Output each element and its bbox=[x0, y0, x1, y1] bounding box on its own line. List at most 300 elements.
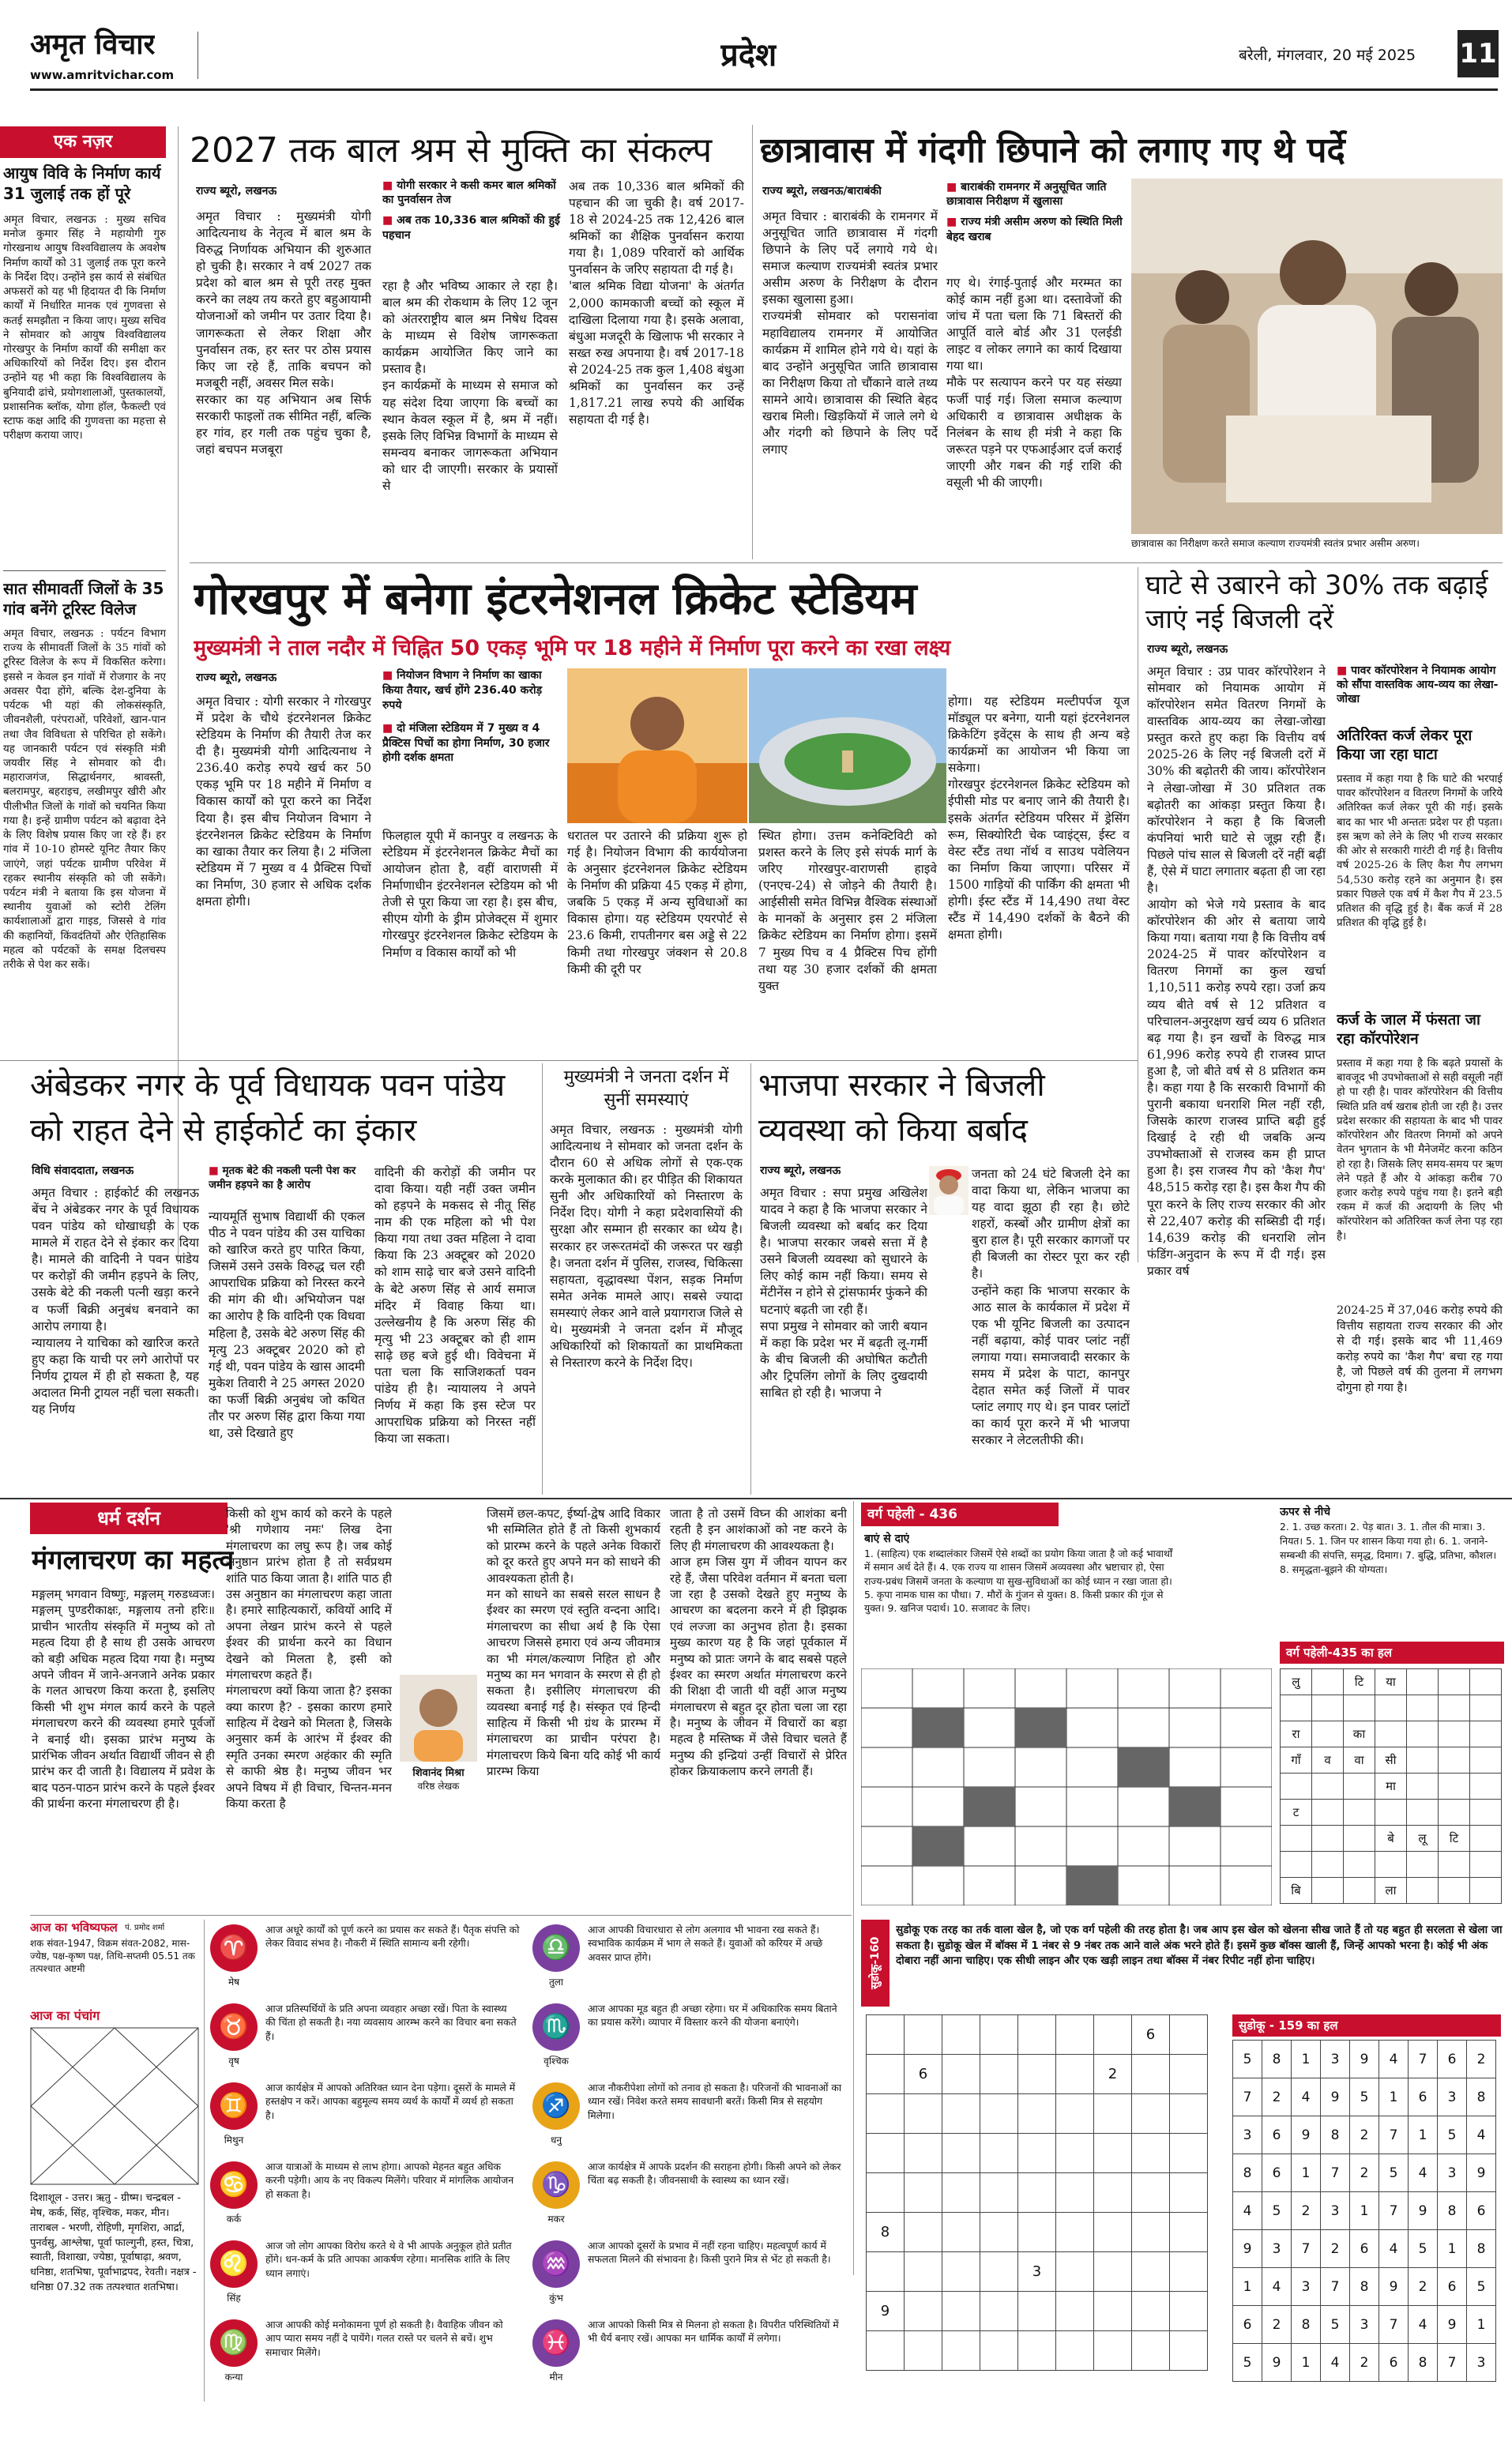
sudoku-cell bbox=[905, 2213, 942, 2252]
sudoku-cell bbox=[1094, 2292, 1132, 2331]
sudoku-solution-cell: 2 bbox=[1262, 2078, 1292, 2116]
rashi-name: मीन bbox=[549, 2372, 563, 2383]
crossword-cell bbox=[1439, 1695, 1470, 1721]
sudoku-solution-cell: 7 bbox=[1409, 2041, 1438, 2078]
rashi-text: आज नौकरीपेशा लोगों को तनाव हो सकता है। परिजनों की भावनाओं का ध्यान रखें। निवेश करते समय सावधानी बरतें। किसी मित्र से सहयोग मिलेगा। bbox=[588, 2082, 842, 2121]
crossword-cell bbox=[1344, 1695, 1375, 1721]
sudoku-cell bbox=[980, 2173, 1018, 2213]
sudoku-solution-cell: 3 bbox=[1233, 2116, 1262, 2154]
story1-bullet: ■ अब तक 10,336 बाल श्रमिकों की हुई पहचान bbox=[382, 213, 562, 242]
rashi-text: आज आपको दूसरों के प्रभाव में नहीं रहना चाहिए। महत्वपूर्ण कार्य में सफलता मिलने की संभावना है। किसी पुराने मित्र से भेंट हो सकती है। bbox=[588, 2240, 831, 2266]
rashi-text: आज जो लोग आपका विरोध करते थे वे भी आपके अनुकूल होते प्रतीत होंगे। धन-कर्म के प्रति आपका आकर्षण रहेगा। मानसिक शांति के लिए ध्यान लगाएं। bbox=[265, 2240, 512, 2279]
sudoku-solution-cell: 9 bbox=[1409, 2192, 1438, 2230]
sudoku-cell bbox=[1094, 2213, 1132, 2252]
sudoku-cell bbox=[1056, 2134, 1094, 2173]
puzzle-prev-title: वर्ग पहेली-435 का हल bbox=[1280, 1642, 1504, 1664]
sudoku-solution-cell: 4 bbox=[1379, 2230, 1409, 2268]
sudoku-label: सुडोकू-160 bbox=[861, 1920, 890, 2007]
sudoku-solution-grid bbox=[1232, 2040, 1496, 2382]
puzzle bbox=[861, 1503, 1509, 1913]
sudoku-cell bbox=[980, 2331, 1018, 2371]
kundli-chart bbox=[30, 2027, 199, 2185]
crossword-cell bbox=[1439, 1878, 1470, 1904]
sudoku-cell bbox=[905, 2094, 942, 2134]
sudoku-solution-cell: 8 bbox=[1321, 2116, 1350, 2154]
rashi-mithun-icon: ♊ bbox=[210, 2082, 258, 2130]
akhilesh-photo-illustration bbox=[929, 1166, 969, 1215]
sudoku-cell-row bbox=[867, 2292, 1208, 2331]
crossword-cell bbox=[1312, 1695, 1344, 1721]
rashi-item bbox=[529, 1920, 845, 1999]
crossword-cell bbox=[1344, 1852, 1375, 1878]
sudoku-cell bbox=[980, 2292, 1018, 2331]
sudoku-solution-cell: 3 bbox=[1438, 2154, 1467, 2192]
sudoku-cell bbox=[1132, 2213, 1170, 2252]
sudoku-solution-title: सुडोकू - 159 का हल bbox=[1232, 2014, 1501, 2037]
rashi-text: आज आपकी विचारधारा से लोग अलगाव भी भावना रख सकते हैं। स्वभाविक कार्यक्रम में भाग ले सकते हैं। युवाओं को करियर में अच्छे अवसर प्राप्त होंगे। bbox=[588, 1924, 823, 1963]
panchang-info: शक संवत-1947, विक्रम संवत-2082, मास-ज्येष्ठ, पक्ष-कृष्ण पक्ष, तिथि-सप्तमी 05.51 तक तत्पश्चात अष्टमी bbox=[30, 1938, 195, 1975]
sudoku-cell bbox=[1170, 2292, 1208, 2331]
crossword-cell bbox=[1407, 1669, 1439, 1695]
story6-headline: मुख्यमंत्री ने जनता दर्शन में सुनीं समस्याएं bbox=[563, 1067, 729, 1110]
sudoku-cell bbox=[867, 2252, 905, 2292]
sudoku-solution-cell: 5 bbox=[1321, 2306, 1350, 2344]
sudoku-solution-cell: 8 bbox=[1409, 2344, 1438, 2382]
sudoku-cell bbox=[1094, 2015, 1132, 2055]
crossword-cell: ला bbox=[1375, 1878, 1407, 1904]
paper-name: अमृत विचार bbox=[30, 28, 156, 61]
sudoku-cell bbox=[980, 2055, 1018, 2094]
crossword-cell bbox=[1470, 1695, 1502, 1721]
sudoku-cell: 3 bbox=[1018, 2252, 1056, 2292]
sudoku-solution-cell: 4 bbox=[1292, 2078, 1321, 2116]
sudoku-cell bbox=[942, 2213, 980, 2252]
crossword-cell bbox=[1470, 1747, 1502, 1774]
sudoku-cell bbox=[1170, 2134, 1208, 2173]
rashi-singh-icon: ♌ bbox=[210, 2240, 258, 2288]
rashi-item bbox=[529, 1999, 845, 2078]
sudoku-cell bbox=[1094, 2094, 1132, 2134]
section-rule bbox=[30, 1915, 852, 1916]
story3-photo-stadium bbox=[749, 668, 946, 823]
puzzle-across-title: बाएं से दाएं bbox=[864, 1533, 910, 1545]
crossword-cell: रा bbox=[1281, 1721, 1312, 1747]
rashi-item bbox=[207, 2078, 523, 2157]
sudoku-cell-row bbox=[867, 2331, 1208, 2371]
sudoku-solution-cell-row bbox=[1233, 2306, 1496, 2344]
masthead-rule bbox=[30, 88, 1498, 91]
sudoku-cell bbox=[942, 2015, 980, 2055]
dharm-author-role: वरिष्ठ लेखक bbox=[417, 1781, 460, 1792]
crossword-cell: बि bbox=[1281, 1878, 1312, 1904]
crossword-cell bbox=[1439, 1852, 1470, 1878]
story2-bullets bbox=[946, 180, 1136, 267]
sudoku-cell bbox=[942, 2094, 980, 2134]
sudoku-solution-cell: 6 bbox=[1467, 2192, 1496, 2230]
story1-col1: अमृत विचार : मुख्यमंत्री योगी आदित्यनाथ के नेतृत्व में बाल श्रम के विरुद्ध निर्णायक अभियान की शुरुआत हो चुकी है। सरकार ने वर्ष 2027 तक प्रदेश को बाल श्रम से पूरी तरह मुक्त करने का लक्ष्य तय करते हुए बहुआयामी योजनाओं को जमीन पर उतार दिया है। जागरूकता से लेकर शिक्षा और पुनर्वासन तक, हर स्तर पर ठोस प्रयास किए जा रहे हैं, ताकि बचपन को मजबूरी नहीं, अवसर मिल सके। सरकार का यह अभियान अब सिर्फ सरकारी फाइलों तक सीमित नहीं, बल्कि हर गांव, हर गली तक पहुंच चुका है, जहां बचपन मजबूरा bbox=[196, 209, 371, 457]
sudoku-cell-row bbox=[867, 2173, 1208, 2213]
crossword-grid bbox=[861, 1668, 1272, 1905]
sudoku-solution-cell: 5 bbox=[1438, 2116, 1467, 2154]
puzzle-title: वर्ग पहेली - 436 bbox=[861, 1503, 1059, 1526]
section-rule bbox=[0, 1060, 1138, 1061]
story5-headline: अंबेडकर नगर के पूर्व विधायक पवन पांडेय को राहत देने से हाईकोर्ट का इंकार bbox=[30, 1067, 506, 1149]
sudoku-solution-cell-row bbox=[1233, 2116, 1496, 2154]
sudoku-solution-cell: 4 bbox=[1379, 2041, 1409, 2078]
dharm-label: धर्म दर्शन bbox=[30, 1503, 228, 1534]
sudoku-solution-cell: 8 bbox=[1350, 2268, 1379, 2306]
rashi-makar-icon: ♑ bbox=[532, 2161, 580, 2209]
story2-byline: राज्य ब्यूरो, लखनऊ/बाराबंकी bbox=[762, 185, 882, 197]
paper-url: www.amritvichar.com bbox=[30, 68, 175, 82]
crossword-cell bbox=[1344, 1826, 1375, 1852]
rashi-kark-icon: ♋ bbox=[210, 2161, 258, 2209]
crossword-cell: गाँ bbox=[1281, 1747, 1312, 1774]
sudoku-solution-cell: 8 bbox=[1467, 2230, 1496, 2268]
rashi-dhanu-icon: ♐ bbox=[532, 2082, 580, 2130]
crossword-cell bbox=[1470, 1774, 1502, 1800]
crossword-cell bbox=[1470, 1669, 1502, 1695]
rashi-text: आज आपकी कोई मनोकामना पूर्ण हो सकती है। वैवाहिक जीवन को आप प्यारा समय नहीं दे पायेंगे। गलत रास्ते पर चलने से बचें। शुभ समाचार मिलेंगे। bbox=[265, 2319, 503, 2358]
kundli-diagram bbox=[30, 2027, 199, 2185]
sudoku-cell bbox=[942, 2173, 980, 2213]
story1-bullet: ■ योगी सरकार ने कसी कमर बाल श्रमिकों का पुनर्वासन तेज bbox=[382, 179, 562, 207]
sudoku-cell bbox=[1170, 2015, 1208, 2055]
rashi-kanya-icon: ♍ bbox=[210, 2319, 258, 2367]
sudoku-cell bbox=[942, 2055, 980, 2094]
story5-col2: न्यायमूर्ति सुभाष विद्यार्थी की एकल पीठ ने पवन पांडेय की उस याचिका को खारिज करते हुए पारित किया, जिसमें उसने उसके विरुद्ध चल रही आपराधिक प्रक्रिया को निरस्त करने की मांग की थी। अभियोजन पक्ष का आरोप है कि वादिनी एक विधवा महिला है, उसके बेटे अरुण सिंह की मृत्यु 23 अक्टूबर 2020 को हो गई थी, पवन पांडेय के खास आदमी मुकेश तिवारी ने 25 अगस्त 2020 का फर्जी बिक्री अनुबंध जो कथित तौर पर अरुण सिंह द्वारा किया गया था, उसे दिखाते हुए bbox=[209, 1209, 365, 1441]
story2-bullet: ■ राज्य मंत्री असीम अरुण को स्थिति मिली बेहद खराब bbox=[946, 215, 1136, 243]
sudoku-cell bbox=[1094, 2134, 1132, 2173]
story1-bullets bbox=[382, 179, 562, 273]
column-rule bbox=[542, 1063, 543, 1495]
story2-caption: छात्रावास का निरीक्षण करते समाज कल्याण राज्यमंत्री स्वतंत्र प्रभार असीम अरुण। bbox=[1131, 537, 1420, 549]
sudoku-solution-cell: 4 bbox=[1233, 2192, 1262, 2230]
sudoku-puzzle-grid bbox=[866, 2014, 1208, 2371]
story3-bullet: ■ नियोजन विभाग ने निर्माण का खाका किया तैयार, खर्च होंगे 236.40 करोड़ रुपये bbox=[382, 668, 564, 713]
story1-col3: अब तक 10,336 बाल श्रमिकों की पहचान की जा चुकी है। वर्ष 2017-18 से 2024-25 तक 12,426 बाल श्रमिकों का शैक्षिक पुनर्वासन कराया गया है। 1,089 परिवारों को आर्थिक पुनर्वासन के जरिए सहायता दी गई है। 'बाल श्रमिक विद्या योजना' के अंतर्गत 2,000 कामकाजी बच्चों को स्कूल में दाखिला दिलाया गया है। इसके अलावा, बंधुआ मजदूरी के खिलाफ भी सरकार ने सख्त रुख अपनाया है। वर्ष 2017-18 से 2024-25 तक कुल 1,408 बंधुआ श्रमिकों का पुनर्वासन कर उन्हें 1,817.21 लाख रुपये की आर्थिक सहायता दी गई है। bbox=[569, 179, 744, 427]
sudoku-solution-cell: 7 bbox=[1233, 2078, 1262, 2116]
sudoku-cell bbox=[1056, 2213, 1094, 2252]
sudoku-solution-cell: 7 bbox=[1379, 2306, 1409, 2344]
sudoku-solution-cell: 5 bbox=[1350, 2078, 1379, 2116]
crossword-cell bbox=[1375, 1852, 1407, 1878]
puzzle-grid bbox=[861, 1668, 1272, 1905]
sudoku-solution-cell: 9 bbox=[1379, 2268, 1409, 2306]
crossword-cell bbox=[1344, 1878, 1375, 1904]
rashi-name: मिथुन bbox=[224, 2135, 244, 2146]
sudoku-solution-cell: 1 bbox=[1350, 2192, 1379, 2230]
story2-col2: गए थे। रंगाई-पुताई और मरम्मत का कोई काम नहीं हुआ था। दस्तावेजों की जांच में पता चला कि 71 बिस्तरों की आपूर्ति वाले बोर्ड और 31 एलईडी लाइट व लोकर लगाने का कार्य दिखाया गया था। मौके पर सत्यापन करने पर यह संख्या फर्जी पाई गई। जिला समाज कल्याण अधिकारी व छात्रावास अधीक्षक के निलंबन के साथ ही मंत्री ने कहा कि जरूरत पड़ने पर एफआईआर दर्ज कराई जाएगी और गबन की गई राशि की वसूली भी की जाएगी। bbox=[946, 276, 1122, 490]
panchang bbox=[30, 1920, 201, 2402]
sudoku-solution-cell: 8 bbox=[1233, 2154, 1262, 2192]
rashi-name: कर्क bbox=[226, 2214, 242, 2225]
rashi-item bbox=[207, 2315, 523, 2394]
sudoku-solution-cell: 9 bbox=[1321, 2078, 1350, 2116]
rashi-meen-icon: ♓ bbox=[532, 2319, 580, 2367]
sudoku-cell bbox=[1094, 2331, 1132, 2371]
story4-bullet: ■ पावर कॉरपोरेशन ने नियामक आयोग को सौंपा वास्तविक आय-व्यय का लेखा-जोखा bbox=[1337, 664, 1503, 707]
crossword-cell bbox=[1281, 1774, 1312, 1800]
masthead bbox=[0, 0, 1512, 101]
sudoku-solution-cell: 9 bbox=[1262, 2344, 1292, 2382]
crossword-cell bbox=[1281, 1695, 1312, 1721]
header-divider-left bbox=[197, 32, 198, 79]
page-number: 11 bbox=[1457, 30, 1499, 77]
story5-bullet: ■ मृतक बेटे की नकली पत्नी पेश कर जमीन हड़पने का है आरोप bbox=[209, 1164, 367, 1192]
story3-col2: फिलहाल यूपी में कानपुर व लखनऊ के स्टेडियम में इंटरनेशनल क्रिकेट मैचों का आयोजन होता है, वहीं वाराणसी में निर्माणाधीन इंटरनेशनल स्टेडियम को भी तेजी से पूरा किया जा रहा है। इस बीच, सीएम योगी के ड्रीम प्रोजेक्ट्स में शुमार गोरखपुर इंटरनेशनल क्रिकेट स्टेडियम के निर्माण व विकास कार्यों को भी bbox=[382, 829, 558, 960]
crossword-cell bbox=[1407, 1747, 1439, 1774]
crossword-cell bbox=[1439, 1669, 1470, 1695]
story3-col3: धरातल पर उतारने की प्रक्रिया शुरू हो गई है। नियोजन विभाग की कार्ययोजना के अनुसार इंटरनेशनल क्रिकेट स्टेडियम के निर्माण की प्रक्रिया 45 एकड़ में होगा, जबकि 5 एकड़ में अन्य सुविधाओं का विकास होगा। यह स्टेडियम एयरपोर्ट से 23.6 किमी, रापतीनगर बस अड्डे से 22 किमी तथा गोरखपुर जंक्शन से 20.8 किमी की दूरी पर bbox=[567, 829, 747, 976]
crossword-cell: लू bbox=[1407, 1826, 1439, 1852]
column-rule bbox=[750, 1063, 751, 1495]
rashi-name: मकर bbox=[547, 2214, 565, 2225]
crossword-cell bbox=[1312, 1878, 1344, 1904]
crossword-cell: टि bbox=[1344, 1669, 1375, 1695]
sudoku-solution-cell-row bbox=[1233, 2041, 1496, 2078]
crossword-cell: या bbox=[1375, 1669, 1407, 1695]
crossword-cell bbox=[1470, 1852, 1502, 1878]
sudoku-cell bbox=[867, 2055, 905, 2094]
rashi-text: आज प्रतिस्पर्धियों के प्रति अपना व्यवहार अच्छा रखें। पिता के स्वास्थ्य की चिंता हो सकती है। नया व्यवसाय आरम्भ करने का विचार बना सकते हैं। bbox=[265, 2003, 517, 2042]
story1-headline: 2027 तक बाल श्रम से मुक्ति का संकल्प bbox=[190, 130, 713, 171]
sudoku-cell bbox=[1056, 2015, 1094, 2055]
rashi-name: कन्या bbox=[224, 2372, 243, 2383]
story2-headline: छात्रावास में गंदगी छिपाने को लगाए गए थे पर्दे bbox=[760, 130, 1345, 171]
story3-bullet: ■ दो मंजिला स्टेडियम में 7 मुख्य व 4 प्रैक्टिस पिचों का होगा निर्माण, 30 हजार होगी दर्शक क्षमता bbox=[382, 721, 564, 766]
sudoku-solution-cell: 6 bbox=[1262, 2116, 1292, 2154]
sudoku-solution-cell: 6 bbox=[1262, 2154, 1292, 2192]
sudoku-cell bbox=[1018, 2055, 1056, 2094]
sudoku-cell-row bbox=[867, 2252, 1208, 2292]
sudoku-solution-cell: 3 bbox=[1438, 2078, 1467, 2116]
sudoku-solution-cell-row bbox=[1233, 2344, 1496, 2382]
sudoku-solution-cell: 3 bbox=[1467, 2344, 1496, 2382]
sudoku-cell bbox=[867, 2094, 905, 2134]
sudoku-solution-cell: 1 bbox=[1233, 2268, 1262, 2306]
sudoku-solution-cell-row bbox=[1233, 2078, 1496, 2116]
sudoku-solution-cell-row bbox=[1233, 2230, 1496, 2268]
sudoku-solution-cell: 4 bbox=[1409, 2306, 1438, 2344]
sudoku-cell: 6 bbox=[905, 2055, 942, 2094]
sudoku-cell bbox=[1056, 2292, 1094, 2331]
story4-col1: अमृत विचार : उप्र पावर कॉरपोरेशन ने सोमवार को नियामक आयोग में कॉरपोरेशन समेत वितरण निगमों के वास्तविक आय-व्यय का लेखा-जोखा प्रस्तुत करते हुए कहा कि वित्तीय वर्ष 2025-26 के लिए नई बिजली दरों में 30% की बढ़ोतरी की जाय। कॉरपोरेशन ने लेखा-जोखा में 30 प्रतिशत तक बढ़ोतरी का आंकड़ा प्रस्तुत किया है। कॉरपोरेशन ने कहा है कि बिजली कंपनियां भारी घाटे से जूझ रही हैं। पिछले पांच साल से बिजली दरें नहीं बढ़ीं हैं, ऐसे में घाटा लगातार बढ़ता ही जा रहा है। आयोग को भेजे गये प्रस्ताव के बाद कॉरपोरेशन की ओर से बताया जाये किया गया। बताया गया है कि वित्तीय वर्ष 2024-25 में पावर कॉरपोरेशन व वितरण निगमों का कुल खर्चा 1,10,511 करोड़ रुपये रहा। उर्जा क्रय व्यय बीते वर्ष से 12 प्रतिशत व परिचालन-अनुरक्षण खर्च व्यय 6 प्रतिशत बढ़ गया है। इन खर्चों के विरुद्ध मात्र 61,996 करोड़ रुपये ही राजस्व प्राप्त हुआ है, जो बीते वर्ष से 8 प्रतिशत कम है। कहा गया है कि सरकारी विभागों की पुरानी बकाया धनराशि मिल नहीं रही, जिसके कारण राजस्व प्राप्ति बढ़ी हुई दिखाई दे रही थी जबकि अन्य उपभोक्ताओं से राजस्व कम ही प्राप्त हुआ है। इस राजस्व गैप को 'कैश गैप' 48,515 करोड़ रहा है। इस कैश गैप की पूरा करने के लिए राज्य सरकार की ओर से 22,407 करोड़ की सब्सिडी दी गई। 14,639 करोड़ की धनराशि लोन फंडिंग-अनुदान के रूप में दी गई। इस प्रकार वर्ष bbox=[1147, 664, 1326, 1278]
crossword-cell bbox=[1375, 1695, 1407, 1721]
sudoku-solution-cell: 9 bbox=[1292, 2116, 1321, 2154]
dharm-headline: मंगलाचरण का महत्व bbox=[32, 1544, 235, 1576]
crossword-cell bbox=[1312, 1800, 1344, 1826]
story4-tail: 2024-25 में 37,046 करोड़ रुपये की वित्तीय सहायता राज्य सरकार की ओर से दी गई। इसके बाद भी 11,469 करोड़ रुपये का 'कैश गैप' बचा रह गया है, जो पिछले वर्ष की तुलना में लगभग दोगुना हो गया है। bbox=[1337, 1304, 1503, 1394]
crossword-cell bbox=[1312, 1826, 1344, 1852]
sudoku-cell bbox=[1056, 2173, 1094, 2213]
story3-col1: अमृत विचार : योगी सरकार ने गोरखपुर में प्रदेश के चौथे इंटरनेशनल क्रिकेट स्टेडियम के निर्माण की तैयारी तेज कर दी है। मुख्यमंत्री योगी आदित्यनाथ ने 236.40 करोड़ रुपये खर्च कर 50 एकड़ भूमि पर 18 महीने में निर्माण व विकास कार्यों को पूरा करने का निर्देश दिया है। इस बीच नियोजन विभाग ने इंटरनेशनल क्रिकेट स्टेडियम के निर्माण का खाका तैयार कर लिया है। 2 मंजिला स्टेडियम में 7 मुख्य व 4 प्रैक्टिस पिचों का निर्माण, 30 हजार से अधिक दर्शक क्षमता होगी। bbox=[196, 694, 371, 908]
sidebar-box-label: एक नज़र bbox=[0, 126, 166, 158]
sudoku-cell bbox=[905, 2331, 942, 2371]
story4-side-title: अतिरिक्त कर्ज लेकर पूरा किया जा रहा घाटा bbox=[1337, 727, 1473, 763]
sudoku-cell bbox=[1170, 2173, 1208, 2213]
crossword-cell bbox=[1407, 1774, 1439, 1800]
sidebar-item-title: सात सीमावर्ती जिलों के 35 गांव बनेंगे टूरिस्ट विलेज bbox=[3, 579, 164, 619]
sudoku-solution-cell: 1 bbox=[1438, 2230, 1467, 2268]
sudoku-solution-cell: 3 bbox=[1292, 2268, 1321, 2306]
sudoku-solution-cell: 9 bbox=[1233, 2230, 1262, 2268]
sudoku-cell bbox=[867, 2015, 905, 2055]
sudoku-solution-cell: 2 bbox=[1262, 2306, 1292, 2344]
puzzle-down: 2. 1. उच्छ करता। 2. पेड़ बात। 3. 1. तौल की मात्रा। 3. नियत। 5. 1. जिन पर शासन किया गया हो। 6. 1. जनाने-सम्बन्धी की संपत्ति, समृद्ध, दिमाग। 7. बुद्धि, प्रतिभा, कौशल। 8. समृद्धता-बूझने की योग्यता। bbox=[1280, 1521, 1497, 1575]
stadium-render-illustration bbox=[749, 668, 946, 823]
puzzle-prev-grid bbox=[1280, 1668, 1502, 1904]
sudoku-cell-row bbox=[867, 2094, 1208, 2134]
rashi-text: आज अधूरे कार्यों को पूर्ण करने का प्रयास कर सकते हैं। पैतृक संपत्ति को लेकर विवाद संभव है। नौकरी में स्थिति सामान्य बनी रहेगी। bbox=[265, 1924, 520, 1950]
story5-col3: वादिनी की करोड़ों की जमीन पर दावा किया। यही नहीं उक्त जमीन को हड़पने के मकसद से नीतू सिंह नाम की एक महिला को भी पेश किया गया तथा उक्त महिला ने दावा किया कि 23 अक्टूबर को 2020 को शाम साढ़े चार बजे उसने वादिनी के बेटे अरुण सिंह से आर्य समाज मंदिर में विवाह किया था। उल्लेखनीय है कि अरुण सिंह की मृत्यु भी 23 अक्टूबर को ही शाम साढ़े छह बजे हुई थी। विवेचना में पता चला कि साजिशकर्ता पवन पांडेय ही है। न्यायालय ने अपने निर्णय में कहा कि इस स्टेज पर आपराधिक प्रक्रिया को निरस्त नहीं किया जा सकता। bbox=[374, 1165, 536, 1446]
story3-byline: राज्य ब्यूरो, लखनऊ bbox=[196, 671, 277, 684]
crossword-cell-row bbox=[1281, 1826, 1502, 1852]
sudoku-cell bbox=[1132, 2134, 1170, 2173]
crossword-cell-row bbox=[1281, 1695, 1502, 1721]
crossword-cell: व bbox=[1312, 1747, 1344, 1774]
sudoku-cell bbox=[905, 2015, 942, 2055]
crossword-cell-row bbox=[1281, 1774, 1502, 1800]
dharm-author-name: शिवानंद मिश्रा bbox=[412, 1767, 465, 1779]
crossword-cell: का bbox=[1344, 1721, 1375, 1747]
crossword-cell-row bbox=[1281, 1721, 1502, 1747]
sidebar-divider bbox=[3, 570, 166, 571]
sudoku-solution-cell: 1 bbox=[1292, 2344, 1321, 2382]
rashi-item bbox=[529, 2315, 845, 2394]
sudoku-cell bbox=[1018, 2292, 1056, 2331]
panchang-astrologer: पं. प्रमोद शर्मा bbox=[125, 1924, 165, 1932]
sudoku-solution-cell: 1 bbox=[1292, 2154, 1321, 2192]
sudoku-solution-cell: 3 bbox=[1321, 2041, 1350, 2078]
sudoku-solution-cell: 8 bbox=[1467, 2078, 1496, 2116]
story5-byline: विधि संवाददाता, लखनऊ bbox=[32, 1164, 134, 1177]
dateline: बरेली, मंगलवार, 20 मई 2025 bbox=[1239, 47, 1416, 64]
story6-body: अमृत विचार, लखनऊ : मुख्यमंत्री योगी आदित्यनाथ ने सोमवार को जनता दर्शन के दौरान 60 से अधिक लोगों से एक-एक करके मुलाकात की। हर पीड़ित की शिकायत सुनी और अधिकारियों को निस्तारण के निर्देश दिए। योगी ने कहा प्रदेशवासियों की सुरक्षा और सम्मान ही सरकार का ध्येय है। सरकार हर जरूरतमंदों की जरूरत पर खड़ी है। जनता दर्शन में पुलिस, राजस्व, चिकित्सा सहायता, वृद्धावस्था पेंशन, सड़क निर्माण समेत अनेक मामले आए। सबसे ज्यादा समस्याएं लेकर आने वाले प्रयागराज जिले से थे। मुख्यमंत्री ने जनता दर्शन में मौजूद अधिकारियों को शिकायतों का प्राथमिकता से निस्तारण करने के निर्देश दिए। bbox=[550, 1123, 743, 1371]
story7-byline: राज्य ब्यूरो, लखनऊ bbox=[760, 1164, 841, 1177]
crossword-cell bbox=[1439, 1800, 1470, 1826]
sudoku-solution-cell: 2 bbox=[1350, 2154, 1379, 2192]
rashifal-grid bbox=[207, 1920, 848, 2402]
sidebar-item-body: अमृत विचार, लखनऊ : मुख्य सचिव मनोज कुमार सिंह ने महायोगी गुरु गोरखनाथ आयुष विश्वविद्यालय के अवशेष निर्माण कार्यों को 31 जुलाई तक पूरा करने के निर्देश दिए। उन्होंने इस कार्य से संबंधित अफसरों को यह भी हिदायत दी कि निर्माण कार्यों में निर्धारित मानक एवं गुणवत्ता से कतई समझौता न किया जाए। मुख्य सचिव ने सोमवार को आयुष विश्वविद्यालय गोरखपुर के निर्माण कार्यों की समीक्षा कर अधिकारियों को निर्देश दिए। इस दौरान उन्होंने यह भी कहा कि विश्वविद्यालय के बुनियादी ढांचे, प्रयोगशालाओं, पुस्तकालयों, प्रशासनिक ब्लॉक, योगा हॉल, फैकल्टी एवं स्टाफ कक्ष आदि की गुणवत्ता का महत्ता से परीक्षण कराया जाए। bbox=[3, 214, 166, 442]
sudoku-solution-cell: 5 bbox=[1379, 2154, 1409, 2192]
story1-byline: राज्य ब्यूरो, लखनऊ bbox=[196, 185, 277, 197]
sudoku-solution-cell: 3 bbox=[1262, 2230, 1292, 2268]
story7-col1: अमृत विचार : सपा प्रमुख अखिलेश यादव ने कहा है कि भाजपा सरकार ने बिजली व्यवस्था को बर्बाद कर दिया है। भाजपा सरकार जबसे सत्ता में है उसने बिजली व्यवस्था को सुधारने के लिए कोई काम नहीं किया। समय से मेंटीनेंस न होने से ट्रांसफार्मर फुंकने की घटनाएं बढ़ती जा रही हैं। सपा प्रमुख ने सोमवार को जारी बयान में कहा कि प्रदेश भर में बढ़ती लू-गर्मी के बीच बिजली की अघोषित कटौती और ट्रिपलिंग लोगों के लिए दुखदायी साबित हो रही है। भाजपा ने bbox=[760, 1186, 927, 1400]
crossword-cell-row bbox=[1281, 1747, 1502, 1774]
sudoku-solution-cell: 6 bbox=[1379, 2344, 1409, 2382]
sudoku-solution-cell: 9 bbox=[1438, 2306, 1467, 2344]
column-rule bbox=[853, 1501, 854, 2275]
sudoku-solution-cell: 7 bbox=[1438, 2344, 1467, 2382]
sudoku-cell: 2 bbox=[1094, 2055, 1132, 2094]
rashi-text: आज कार्यक्षेत्र में आपको अतिरिक्त ध्यान देना पड़ेगा। दूसरों के मामले में हस्तक्षेप न करें। आपका बहुमूल्य समय व्यर्थ के कार्यों में व्यर्थ हो सकता है। bbox=[265, 2082, 516, 2121]
sudoku-solution-cell: 7 bbox=[1292, 2230, 1321, 2268]
column-rule bbox=[752, 125, 753, 559]
sudoku-cell bbox=[1056, 2252, 1094, 2292]
rashi-kumbh-icon: ♒ bbox=[532, 2240, 580, 2288]
sudoku-solution-cell-row bbox=[1233, 2154, 1496, 2192]
sudoku-solution-cell-row bbox=[1233, 2268, 1496, 2306]
story3-subhead: मुख्यमंत्री ने ताल नदौर में चिह्नित 50 एकड़ भूमि पर 18 महीने में निर्माण पूरा करने का रखा लक्ष्य bbox=[194, 636, 951, 660]
crossword-cell bbox=[1407, 1852, 1439, 1878]
crossword-cell: लु bbox=[1281, 1669, 1312, 1695]
rashi-item bbox=[207, 1920, 523, 1999]
sudoku-cell bbox=[1132, 2055, 1170, 2094]
sudoku-solution-cell: 2 bbox=[1292, 2192, 1321, 2230]
rashi-name: मेष bbox=[228, 1977, 240, 1988]
crossword-cell: ट bbox=[1281, 1800, 1312, 1826]
sudoku-cell bbox=[1170, 2055, 1208, 2094]
sudoku-cell bbox=[942, 2134, 980, 2173]
crossword-cell bbox=[1470, 1721, 1502, 1747]
crossword-cell: वा bbox=[1344, 1747, 1375, 1774]
sudoku-cell bbox=[980, 2252, 1018, 2292]
rashi-item bbox=[529, 2078, 845, 2157]
rashi-item bbox=[207, 2236, 523, 2315]
sudoku-cell bbox=[1018, 2094, 1056, 2134]
crossword-cell bbox=[1281, 1852, 1312, 1878]
inspection-photo-illustration bbox=[1131, 179, 1503, 534]
sudoku-solution-cell: 2 bbox=[1350, 2116, 1379, 2154]
rashi-item bbox=[529, 2236, 845, 2315]
story4-side-body: प्रस्ताव में कहा गया है कि घाटे की भरपाई पावर कॉरपोरेशन व वितरण निगमों के जरिये अतिरिक्त कर्ज लेकर पूरी की गई। इसके बाद का भार भी अन्ततः प्रदेश पर ही पड़ता। इस ऋण को लेने के लिए भी राज्य सरकार की ओर से सरकारी गारंटी दी गई है। वित्तीय वर्ष 2025-26 के लिए कैश गैप लगभग 54,530 करोड़ रहने का अनुमान है। इस प्रकार पिछले एक वर्ष में कैश गैप में 23.5 प्रतिशत की वृद्धि हुई है। बैंक कर्ज में 28 प्रतिशत की वृद्धि हुई है। bbox=[1337, 773, 1503, 930]
sudoku-solution-cell: 7 bbox=[1379, 2192, 1409, 2230]
sudoku-cell-row bbox=[867, 2213, 1208, 2252]
crossword-cell bbox=[1470, 1826, 1502, 1852]
story2-photo bbox=[1131, 179, 1503, 534]
crossword-cell-row bbox=[1281, 1852, 1502, 1878]
sudoku-cell bbox=[1018, 2173, 1056, 2213]
sudoku-solution-cell: 4 bbox=[1321, 2344, 1350, 2382]
sudoku-cell bbox=[1132, 2173, 1170, 2213]
crossword-cell bbox=[1281, 1826, 1312, 1852]
sudoku-cell bbox=[980, 2134, 1018, 2173]
sudoku-solution-cell-row bbox=[1233, 2192, 1496, 2230]
story4-side2-title: कर्ज के जाल में फंसता जा रहा कॉरपोरेशन bbox=[1337, 1011, 1480, 1048]
dharm-col4: जाता है तो उसमें विघ्न की आशंका बनी रहती है इन आशंकाओं को नष्ट करने के लिए ही मंगलाचरण की आवश्यकता है। आज हम जिस युग में जीवन यापन कर रहे हैं, जैसा परिवेश वर्तमान में बनता चला जा रहा है उसको देखते हुए मनुष्य के आचरण का बदलना करने में ही झिझक एवं लज्जा का अनुभव होता है। इसका मुख्य कारण यह है कि जहां पूर्वकाल में मनुष्य को प्रातः जगने के बाद सबसे पहले ईश्वर का स्मरण अर्थात मंगलाचरण करने की शिक्षा दी जाती थी वहीं आज मनुष्य मंगलाचरण से बहुत दूर होता चला जा रहा है। मनुष्य के जीवन में विचारों का बड़ा महत्व है मस्तिष्क में जैसे विचार चलते हैं मनुष्य की इन्द्रियां उन्हीं विचारों से प्रेरित होकर क्रियाकलाप करने लगती हैं। bbox=[670, 1506, 847, 1779]
sudoku-cell-row bbox=[867, 2055, 1208, 2094]
sudoku-solution-cell: 4 bbox=[1262, 2268, 1292, 2306]
sudoku-cell bbox=[1132, 2331, 1170, 2371]
crossword-cell bbox=[1375, 1721, 1407, 1747]
sudoku-cell bbox=[980, 2015, 1018, 2055]
crossword-cell bbox=[1312, 1721, 1344, 1747]
dharm-col1: मङ्गलम् भगवान विष्णुः, मङ्गलम् गरुडध्वजः। मङ्गलम् पुण्डरीकाक्षः, मङ्गलाय तनो हरिः॥ प्राचीन भारतीय संस्कृति में मनुष्य को तो महत्व दिया ही है साथ ही उसके आचरण को बड़ी अधिक महत्व दिया गया है। मनुष्य अपने जीवन में जाने-अनजाने अनेक प्रकार के गलत आचरण किया करता है, इसलिए किसी भी शुभ मंगल कार्य करने के पहले मंगलाचरण करने की व्यवस्था हमारे पूर्वजों ने बनाई थी। इसका प्रारंभ मनुष्य के प्रारंभिक जीवन अर्थात विद्यार्थी जीवन से ही प्रारंभ कर दी जाती है। विद्यालय में प्रवेश के बाद पठन-पाठन प्रारंभ करने के पहले ईश्वर की प्रार्थना करना मंगलाचरण ही है। bbox=[32, 1587, 215, 1811]
sudoku-cell bbox=[905, 2292, 942, 2331]
rashi-name: धनु bbox=[550, 2135, 562, 2146]
sudoku-solution-cell: 1 bbox=[1292, 2041, 1321, 2078]
sudoku-solution-cell: 2 bbox=[1350, 2344, 1379, 2382]
story2-col1: अमृत विचार : बाराबंकी के रामनगर में अनुसूचित जाति छात्रावास में गंदगी छिपाने के लिए पर्दे लगाये गये थे। समाज कल्याण राज्यमंत्री स्वतंत्र प्रभार असीम अरुण के निरीक्षण के दौरान इसका खुलासा हुआ। राज्यमंत्री सोमवार को परासनांवा महाविद्यालय रामनगर में आयोजित कार्यक्रम में शामिल होने गये थे। यहां के बाद उन्होंने अनुसूचित जाति छात्रावास का निरीक्षण किया तो चौंकाने वाले तथ्य सामने आये। छात्रावास की स्थिति बेहद खराब मिली। खिड़कियों में जाले लगे थे और गंदगी को छिपाने के लिए पर्दे लगाए bbox=[762, 209, 938, 457]
crossword-cell-row bbox=[1281, 1669, 1502, 1695]
story2-bullet: ■ बाराबंकी रामनगर में अनुसूचित जाति छात्रावास निरीक्षण में खुलासा bbox=[946, 180, 1136, 209]
rashi-name: वृष bbox=[228, 2056, 239, 2067]
sudoku-solution-cell: 6 bbox=[1350, 2230, 1379, 2268]
sudoku-cell bbox=[867, 2173, 905, 2213]
puzzle-down-title: ऊपर से नीचे bbox=[1280, 1506, 1331, 1518]
sudoku-cell bbox=[867, 2134, 905, 2173]
crossword-cell-row bbox=[1281, 1800, 1502, 1826]
sudoku-solution-cell: 4 bbox=[1409, 2154, 1438, 2192]
sudoku-cell bbox=[1018, 2213, 1056, 2252]
crossword-cell bbox=[1344, 1774, 1375, 1800]
sudoku-solution-cell: 4 bbox=[1467, 2116, 1496, 2154]
sudoku-rules: सुडोकू एक तरह का तर्क वाला खेल है, जो एक वर्ग पहेली की तरह होता है। जब आप इस खेल को खेलना सीख जाते हैं तो यह बहुत ही सरलता से खेला जा सकता है। सुडोकू खेल में बॉक्स में 1 नंबर से 9 नंबर तक आने वाले अंक भरने होते हैं। इसमें कुछ बॉक्स खाली हैं, जिन्हें आपको भरना है। कोई भी अंक दोबारा नहीं आना चाहिए। एक सीधी लाइन और एक खड़ी लाइन तथा बॉक्स में नंबर रिपीट नहीं होना चाहिए। bbox=[896, 1924, 1503, 1968]
sudoku-solution-cell: 8 bbox=[1438, 2192, 1467, 2230]
sudoku-solution-cell: 6 bbox=[1409, 2078, 1438, 2116]
story3-headline: गोरखपुर में बनेगा इंटरनेशनल क्रिकेट स्टेडियम bbox=[194, 574, 917, 625]
